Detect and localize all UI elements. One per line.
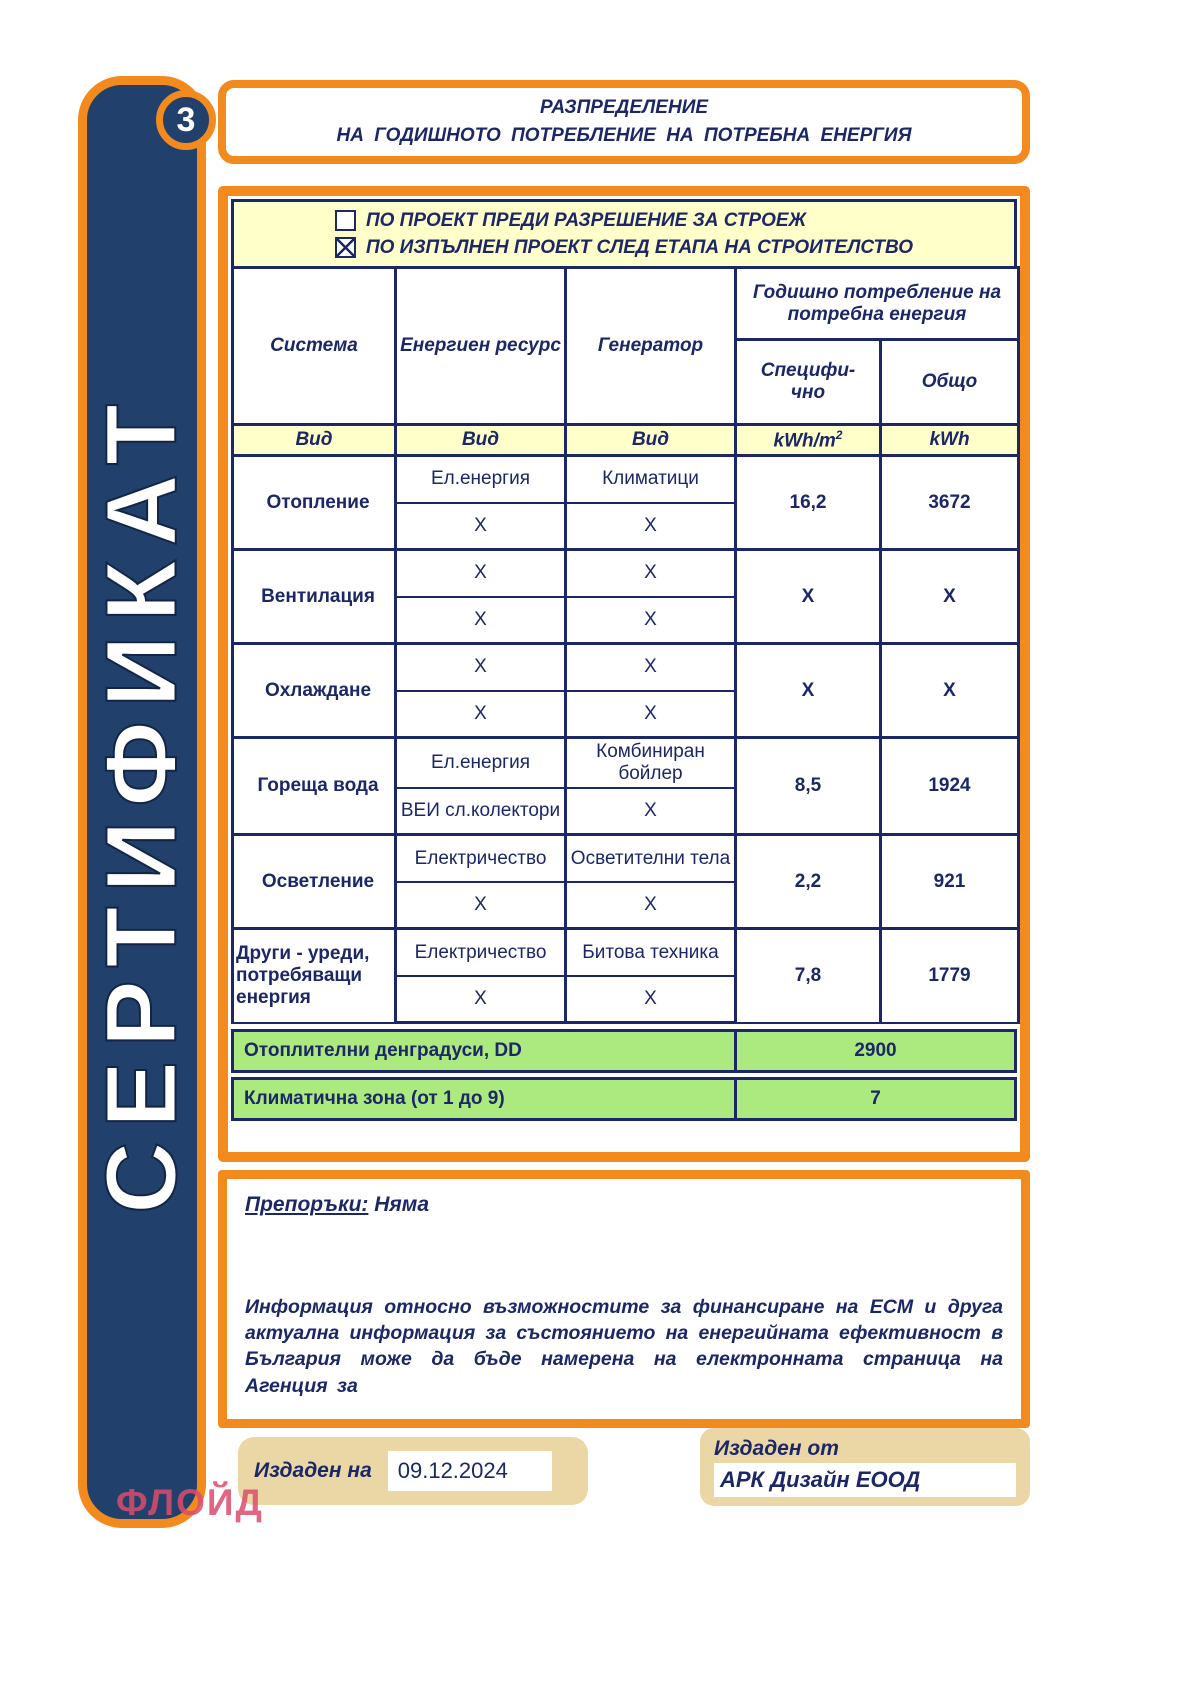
option-before-permit-label: ПО ПРОЕКТ ПРЕДИ РАЗРЕШЕНИЕ ЗА СТРОЕЖ [365, 209, 807, 231]
option-after-construction-label: ПО ИЗПЪЛНЕН ПРОЕКТ СЛЕД ЕТАПА НА СТРОИТЕЛСТВО [365, 236, 914, 258]
resource-cell: Ел.енергия [396, 456, 566, 503]
option-after-construction [335, 234, 913, 261]
degree-days-row [231, 1029, 1017, 1073]
page-number-badge [156, 90, 216, 150]
resource-cell: X [396, 882, 566, 929]
generator-cell: X [566, 882, 736, 929]
total-value: 3672 [881, 456, 1019, 550]
system-other-appliances: Други - уреди, потребяващи енергия [233, 929, 396, 1023]
issued-on-box [238, 1437, 588, 1505]
specific-value: 16,2 [736, 456, 881, 550]
generator-cell: Комбиниран бойлер [566, 738, 736, 788]
total-value: 1779 [881, 929, 1019, 1023]
col-header-specific: Специфи- чно [736, 340, 881, 425]
unit-specific: kWh/$m^2$ [736, 425, 881, 456]
col-header-annual-consumption: Годишно потребление на потребна енергия [736, 268, 1019, 340]
col-header-total: Общо [881, 340, 1019, 425]
generator-cell: X [566, 788, 736, 835]
col-header-system: Система [233, 268, 396, 425]
issued-on-date-field[interactable]: 09.12.2024 [388, 1451, 552, 1491]
resource-cell: Електричество [396, 835, 566, 882]
climate-zone-row [231, 1077, 1017, 1121]
generator-cell: X [566, 976, 736, 1023]
generator-cell: Осветителни тела [566, 835, 736, 882]
page-title-line1: РАЗПРЕДЕЛЕНИЕ [539, 96, 709, 118]
resource-cell: X [396, 644, 566, 691]
issued-by-box [700, 1428, 1030, 1506]
system-ventilation: Вентилация [233, 550, 396, 644]
generator-cell: X [566, 691, 736, 738]
project-stage-panel [231, 199, 1017, 269]
page-title [218, 80, 1030, 164]
unit-row-vid3: Вид [566, 425, 736, 456]
recommendations-box [218, 1170, 1030, 1428]
total-value: 1924 [881, 738, 1019, 835]
resource-cell: ВЕИ сл.колектори [396, 788, 566, 835]
col-header-resource: Енергиен ресурс [396, 268, 566, 425]
recommendations-label: Препоръки: [245, 1193, 369, 1216]
col-header-generator: Генератор [566, 268, 736, 425]
issued-by-label: Издаден от [714, 1437, 839, 1460]
table-row [233, 644, 1019, 691]
table-row [233, 835, 1019, 882]
generator-cell: Битова техника [566, 929, 736, 976]
checkbox-after-construction-icon[interactable] [335, 237, 356, 258]
checkbox-before-permit-icon[interactable] [335, 210, 356, 231]
option-before-permit [335, 207, 913, 234]
resource-cell: Ел.енергия [396, 738, 566, 788]
certificate-vertical-title: СЕРТИФИКАТ [85, 390, 198, 1214]
issued-on-label: Издаден на [254, 1459, 372, 1482]
system-lighting: Осветление [233, 835, 396, 929]
generator-cell: X [566, 503, 736, 550]
total-value: 921 [881, 835, 1019, 929]
energy-consumption-table [231, 266, 1020, 1024]
financing-info-text: Информация относно възможностите за финансиране на ЕСМ и друга актуална информация за състоянието на енергийната ефективност в България може да бъде намерена на електронната страница на Агенция за [245, 1295, 1003, 1397]
resource-cell: X [396, 597, 566, 644]
specific-value: 7,8 [736, 929, 881, 1023]
watermark-floyd: ФЛОЙД [116, 1482, 264, 1523]
unit-total: kWh [881, 425, 1019, 456]
specific-value: X [736, 550, 881, 644]
specific-value: X [736, 644, 881, 738]
consumption-table-frame [218, 186, 1030, 1162]
table-row [233, 738, 1019, 788]
certificate-banner [78, 76, 206, 1528]
generator-cell: X [566, 644, 736, 691]
unit-row-vid2: Вид [396, 425, 566, 456]
total-value: X [881, 644, 1019, 738]
specific-value: 2,2 [736, 835, 881, 929]
table-row [233, 456, 1019, 503]
table-row [233, 929, 1019, 976]
generator-cell: X [566, 597, 736, 644]
page-number: 3 [176, 100, 196, 139]
unit-row-vid1: Вид [233, 425, 396, 456]
system-heating: Отопление [233, 456, 396, 550]
climate-zone-label: Климатична зона (от 1 до 9) [234, 1080, 737, 1118]
table-row [233, 550, 1019, 597]
degree-days-label: Отоплителни денградуси, DD [234, 1032, 737, 1070]
climate-zone-value: 7 [870, 1088, 881, 1110]
resource-cell: X [396, 503, 566, 550]
resource-cell: X [396, 976, 566, 1023]
system-hot-water: Гореща вода [233, 738, 396, 835]
resource-cell: Електричество [396, 929, 566, 976]
degree-days-value: 2900 [854, 1040, 897, 1062]
total-value: X [881, 550, 1019, 644]
system-cooling: Охлаждане [233, 644, 396, 738]
generator-cell: Климатици [566, 456, 736, 503]
recommendations-value: Няма [374, 1193, 429, 1216]
generator-cell: X [566, 550, 736, 597]
specific-value: 8,5 [736, 738, 881, 835]
issued-by-company-field[interactable]: АРК Дизайн ЕООД [714, 1463, 1016, 1497]
resource-cell: X [396, 691, 566, 738]
resource-cell: X [396, 550, 566, 597]
page-title-line2: НА ГОДИШНОТО ПОТРЕБЛЕНИЕ НА ПОТРЕБНА ЕНЕРГИЯ [336, 125, 912, 146]
